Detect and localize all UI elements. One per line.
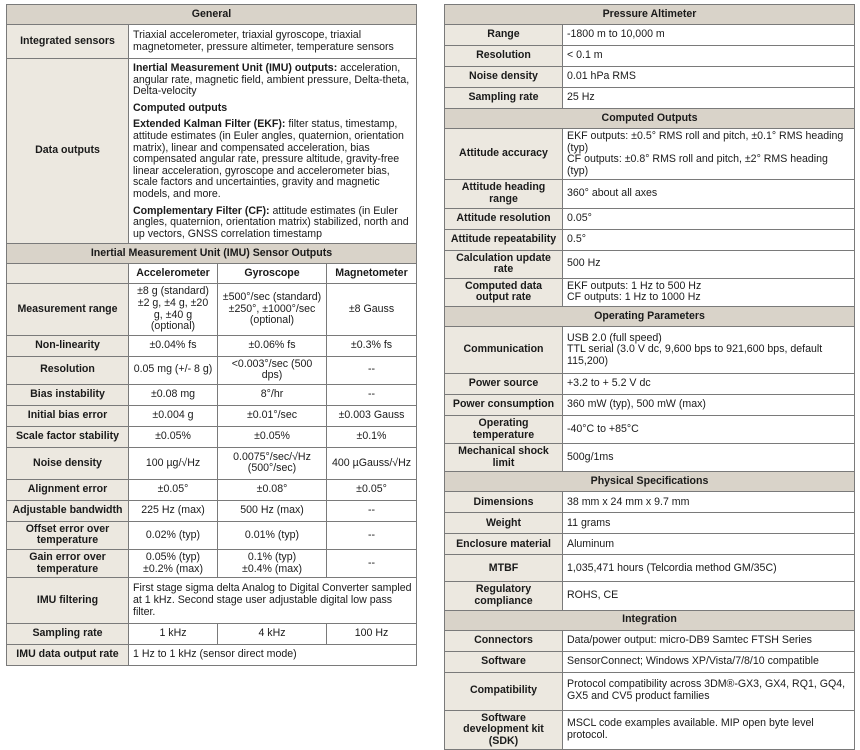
sampling-rate-gyro: 4 kHz	[218, 624, 327, 645]
imu-row-label: Non-linearity	[7, 335, 129, 356]
ekf-text: filter status, timestamp, attitude estimates (in Euler angles, quaternion, orientation matrix), linear and compensated acceleration, bias compensated angular rate, pressure altitude, gravity-free linear acceleration, gyroscope and accelerometer bias, scale factors and uncertainties, gravity and magnetic models, and more.	[133, 118, 404, 200]
gyroscope-value: ±500°/sec (standard) ±250°, ±1000°/sec (optional)	[218, 284, 327, 335]
integration-section-header: Integration	[445, 610, 855, 630]
imu-output-rate-value: 1 Hz to 1 kHz (sensor direct mode)	[129, 645, 417, 666]
imu-row-label: Scale factor stability	[7, 426, 129, 447]
spec-label: Mechanical shock limit	[445, 444, 563, 472]
accelerometer-value: ±0.08 mg	[129, 384, 218, 405]
spec-label: Resolution	[445, 46, 563, 67]
gyroscope-value: ±0.08°	[218, 479, 327, 500]
spec-row-computed-data-output-rate	[445, 278, 855, 306]
spec-label: Software development kit (SDK)	[445, 710, 563, 750]
spec-row-resolution	[445, 46, 855, 67]
accelerometer-value: ±0.05%	[129, 426, 218, 447]
spec-value: Data/power output: micro-DB9 Samtec FTSH Series	[563, 630, 855, 651]
gyroscope-value: 0.0075°/sec/√Hz (500°/sec)	[218, 447, 327, 479]
spec-label: Weight	[445, 513, 563, 534]
spec-value: USB 2.0 (full speed) TTL serial (3.0 V dc, 9,600 bps to 921,600 bps, default 115,200)	[563, 326, 855, 373]
imu-row-non-linearity	[7, 335, 417, 356]
accelerometer-value: 0.05 mg (+/- 8 g)	[129, 356, 218, 384]
imu-row-label: Alignment error	[7, 479, 129, 500]
magnetometer-value: ±0.003 Gauss	[327, 405, 417, 426]
imu-row-label: Bias instability	[7, 384, 129, 405]
accelerometer-value: ±0.05°	[129, 479, 218, 500]
spec-row-compatibility	[445, 672, 855, 710]
imu-row-label: Offset error over temperature	[7, 521, 129, 549]
right-spec-table	[444, 4, 855, 750]
spec-value: ROHS, CE	[563, 582, 855, 610]
spec-value: MSCL code examples available. MIP open byte level protocol.	[563, 710, 855, 750]
magnetometer-value: 400 µGauss/√Hz	[327, 447, 417, 479]
spec-label: Noise density	[445, 67, 563, 88]
spec-row-enclosure-material	[445, 534, 855, 555]
spec-value: +3.2 to + 5.2 V dc	[563, 373, 855, 394]
spec-value: -1800 m to 10,000 m	[563, 25, 855, 46]
spec-row-mtbf	[445, 555, 855, 582]
imu-output-rate-label: IMU data output rate	[7, 645, 129, 666]
data-outputs-value	[129, 59, 417, 244]
magnetometer-value: ±0.05°	[327, 479, 417, 500]
physical-section-header: Physical Specifications	[445, 472, 855, 492]
spec-row-software	[445, 651, 855, 672]
accelerometer-value: 0.02% (typ)	[129, 521, 218, 549]
imu-row-label: Noise density	[7, 447, 129, 479]
spec-value: 0.05°	[563, 208, 855, 229]
col-magnetometer: Magnetometer	[327, 264, 417, 284]
left-spec-table	[6, 4, 417, 666]
spec-value: < 0.1 m	[563, 46, 855, 67]
imu-filtering-label: IMU filtering	[7, 578, 129, 624]
sampling-rate-acc: 1 kHz	[129, 624, 218, 645]
magnetometer-value: --	[327, 384, 417, 405]
spec-row-attitude-repeatability	[445, 229, 855, 250]
magnetometer-value: ±0.1%	[327, 426, 417, 447]
spec-label: Operating temperature	[445, 415, 563, 443]
spec-row-mechanical-shock-limit	[445, 444, 855, 472]
spec-row-sampling-rate	[445, 88, 855, 109]
col-gyroscope: Gyroscope	[218, 264, 327, 284]
accelerometer-value: ±0.004 g	[129, 405, 218, 426]
spec-label: Attitude heading range	[445, 180, 563, 208]
imu-row-bias-instability	[7, 384, 417, 405]
magnetometer-value: --	[327, 550, 417, 578]
spec-value: 25 Hz	[563, 88, 855, 109]
imu-row-label: Initial bias error	[7, 405, 129, 426]
accelerometer-value: 100 µg/√Hz	[129, 447, 218, 479]
imu-row-label: Resolution	[7, 356, 129, 384]
spec-row-communication	[445, 326, 855, 373]
accelerometer-value: 225 Hz (max)	[129, 500, 218, 521]
gyroscope-value: ±0.06% fs	[218, 335, 327, 356]
spec-label: Computed data output rate	[445, 278, 563, 306]
spec-label: MTBF	[445, 555, 563, 582]
integrated-sensors-value: Triaxial accelerometer, triaxial gyroscope, triaxial magnetometer, pressure altimeter, temperature sensors	[129, 25, 417, 59]
spec-label: Attitude accuracy	[445, 129, 563, 180]
imu-row-scale-factor-stability	[7, 426, 417, 447]
gyroscope-value: 8°/hr	[218, 384, 327, 405]
operating-section-header: Operating Parameters	[445, 306, 855, 326]
pressure-section-header: Pressure Altimeter	[445, 5, 855, 25]
spec-row-attitude-resolution	[445, 208, 855, 229]
spec-label: Range	[445, 25, 563, 46]
spec-row-connectors	[445, 630, 855, 651]
gyroscope-value: 500 Hz (max)	[218, 500, 327, 521]
spec-label: Software	[445, 651, 563, 672]
spec-value: EKF outputs: ±0.5° RMS roll and pitch, ±0.1° RMS heading (typ) CF outputs: ±0.8° RMS roll and pitch, ±2° RMS heading (typ)	[563, 129, 855, 180]
gyroscope-value: 0.01% (typ)	[218, 521, 327, 549]
magnetometer-value: --	[327, 356, 417, 384]
spec-row-attitude-heading-range	[445, 180, 855, 208]
pressure-section	[445, 5, 855, 109]
spec-value: SensorConnect; Windows XP/Vista/7/8/10 compatible	[563, 651, 855, 672]
spec-value: Protocol compatibility across 3DM®-GX3, GX4, RQ1, GQ4, GX5 and CV5 product families	[563, 672, 855, 710]
imu-row-initial-bias-error	[7, 405, 417, 426]
spec-row-power-source	[445, 373, 855, 394]
accelerometer-value: ±0.04% fs	[129, 335, 218, 356]
spec-label: Calculation update rate	[445, 250, 563, 278]
spec-label: Regulatory compliance	[445, 582, 563, 610]
magnetometer-value: ±8 Gauss	[327, 284, 417, 335]
operating-section	[445, 306, 855, 471]
gyroscope-value: <0.003°/sec (500 dps)	[218, 356, 327, 384]
spec-label: Sampling rate	[445, 88, 563, 109]
spec-label: Communication	[445, 326, 563, 373]
spec-row-software-development-kit-sdk	[445, 710, 855, 750]
imu-row-label: Measurement range	[7, 284, 129, 335]
accelerometer-value: ±8 g (standard) ±2 g, ±4 g, ±20 g, ±40 g (optional)	[129, 284, 218, 335]
magnetometer-value: --	[327, 500, 417, 521]
spec-value: 500 Hz	[563, 250, 855, 278]
imu-row-alignment-error	[7, 479, 417, 500]
imu-outputs-text: acceleration, angular rate, magnetic field, ambient pressure, Delta-theta, Delta-velocity	[133, 62, 410, 98]
cf-heading: Complementary Filter (CF):	[133, 204, 270, 217]
computed-section-header: Computed Outputs	[445, 109, 855, 129]
imu-filtering-value: First stage sigma delta Analog to Digital Converter sampled at 1 kHz. Second stage user adjustable digital low pass filter.	[129, 578, 417, 624]
spec-label: Attitude repeatability	[445, 229, 563, 250]
spec-row-dimensions	[445, 492, 855, 513]
spec-label: Power consumption	[445, 394, 563, 415]
col-accelerometer: Accelerometer	[129, 264, 218, 284]
spec-value: 500g/1ms	[563, 444, 855, 472]
magnetometer-value: --	[327, 521, 417, 549]
physical-section	[445, 472, 855, 610]
spec-row-weight	[445, 513, 855, 534]
data-outputs-label: Data outputs	[7, 59, 129, 244]
accelerometer-value: 0.05% (typ) ±0.2% (max)	[129, 550, 218, 578]
spec-label: Connectors	[445, 630, 563, 651]
magnetometer-value: ±0.3% fs	[327, 335, 417, 356]
imu-row-offset-error-over-temperature	[7, 521, 417, 549]
spec-label: Dimensions	[445, 492, 563, 513]
cf-text: attitude estimates (in Euler angles, quaternion, orientation matrix) stabilized, north and up vectors, GNSS correlation timestamp	[133, 204, 409, 240]
imu-row-gain-error-over-temperature	[7, 550, 417, 578]
spec-row-calculation-update-rate	[445, 250, 855, 278]
spec-value: 0.01 hPa RMS	[563, 67, 855, 88]
integrated-sensors-label: Integrated sensors	[7, 25, 129, 59]
imu-row-adjustable-bandwidth	[7, 500, 417, 521]
computed-outputs-heading: Computed outputs	[133, 101, 228, 114]
spec-value: 360 mW (typ), 500 mW (max)	[563, 394, 855, 415]
spec-value: EKF outputs: 1 Hz to 500 Hz CF outputs: 1 Hz to 1000 Hz	[563, 278, 855, 306]
spec-row-power-consumption	[445, 394, 855, 415]
spec-label: Power source	[445, 373, 563, 394]
sampling-rate-label: Sampling rate	[7, 624, 129, 645]
spec-label: Attitude resolution	[445, 208, 563, 229]
gyroscope-value: ±0.05%	[218, 426, 327, 447]
imu-rows	[7, 284, 417, 578]
gyroscope-value: ±0.01°/sec	[218, 405, 327, 426]
spec-row-noise-density	[445, 67, 855, 88]
imu-outputs-heading: Inertial Measurement Unit (IMU) outputs:	[133, 62, 338, 74]
spec-value: 1,035,471 hours (Telcordia method GM/35C)	[563, 555, 855, 582]
spec-value: 360° about all axes	[563, 180, 855, 208]
ekf-heading: Extended Kalman Filter (EKF):	[133, 118, 286, 131]
imu-row-label: Adjustable bandwidth	[7, 500, 129, 521]
spec-row-range	[445, 25, 855, 46]
general-section-header: General	[7, 5, 417, 25]
imu-row-measurement-range	[7, 284, 417, 335]
spec-value: 11 grams	[563, 513, 855, 534]
imu-row-noise-density	[7, 447, 417, 479]
spec-row-operating-temperature	[445, 415, 855, 443]
gyroscope-value: 0.1% (typ) ±0.4% (max)	[218, 550, 327, 578]
computed-section	[445, 109, 855, 307]
spec-row-regulatory-compliance	[445, 582, 855, 610]
imu-row-resolution	[7, 356, 417, 384]
integration-section	[445, 610, 855, 750]
spec-label: Enclosure material	[445, 534, 563, 555]
spec-value: 38 mm x 24 mm x 9.7 mm	[563, 492, 855, 513]
spec-label: Compatibility	[445, 672, 563, 710]
spec-value: Aluminum	[563, 534, 855, 555]
imu-row-label: Gain error over temperature	[7, 550, 129, 578]
imu-header-blank	[7, 264, 129, 284]
imu-section-header: Inertial Measurement Unit (IMU) Sensor Outputs	[7, 244, 417, 264]
spec-value: -40°C to +85°C	[563, 415, 855, 443]
spec-value: 0.5°	[563, 229, 855, 250]
spec-row-attitude-accuracy	[445, 129, 855, 180]
sampling-rate-mag: 100 Hz	[327, 624, 417, 645]
